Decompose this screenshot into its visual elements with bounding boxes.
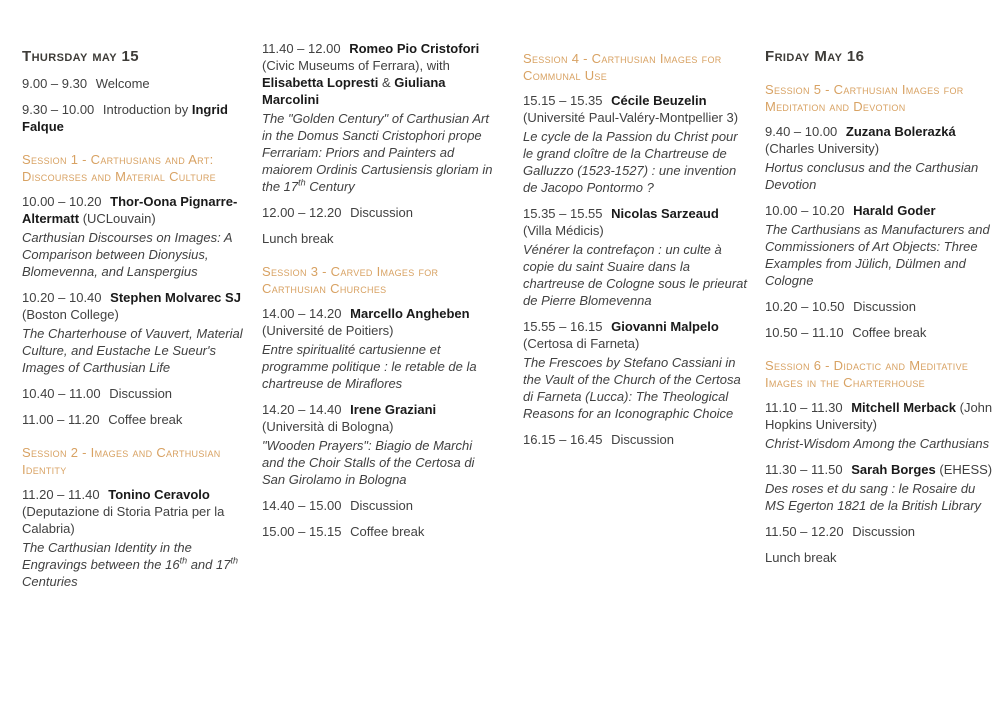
talk-entry (262, 40, 494, 195)
affiliation: (Civic Museums of Ferrara), with (262, 58, 450, 73)
affiliation: (Villa Médicis) (523, 223, 604, 238)
time-range: 12.00 – 12.20 (262, 205, 342, 220)
event-label: Discussion (852, 524, 916, 539)
schedule-item (262, 204, 494, 221)
schedule-item (262, 230, 494, 247)
speaker-name: Sarah Borges (851, 462, 936, 477)
event-label: Discussion (350, 205, 414, 220)
speaker-name: Harald Goder (853, 203, 936, 218)
schedule-item (22, 75, 248, 92)
time-range: 9.40 – 10.00 (765, 124, 838, 139)
time-range: 15.00 – 15.15 (262, 524, 342, 539)
speaker-name: Thor-Oona Pignarre-Altermatt (22, 194, 238, 226)
talk-header (22, 289, 248, 323)
session-header: Session 6 - Didactic and Meditative Images in the Charterhouse (765, 358, 969, 390)
talk-title: Vénérer la contrefaçon : un culte à copie du saint Suaire dans la chartreuse de Cologne sous le prieurat de Pierre Blomevenna (523, 242, 748, 308)
affiliation: (John Hopkins University) (765, 400, 993, 432)
time-range: 11.40 – 12.00 (262, 41, 341, 56)
talk-header (262, 401, 494, 435)
talk-header (765, 399, 993, 433)
schedule-item (22, 385, 248, 402)
schedule-item (765, 298, 993, 315)
column-thursday-late (523, 50, 749, 457)
schedule-item (765, 324, 993, 341)
schedule-item (22, 411, 248, 428)
session-header: Session 1 - Carthusians and Art: Discourses and Material Culture (22, 152, 216, 184)
event-label: Lunch break (765, 550, 837, 565)
time-range: 10.00 – 10.20 (765, 203, 845, 218)
talk-entry (765, 461, 993, 514)
event-label: Coffee break (852, 325, 927, 340)
session-header: Session 5 - Carthusian Images for Meditation and Devotion (765, 82, 964, 114)
talk-title: The Frescoes by Stefano Cassiani in the Vault of the Church of the Certosa di Farneta (Lucca): The Theological Reasons for an Iconographic Choice (523, 355, 741, 421)
talk-title-text: Centuries (22, 574, 78, 589)
speaker-name: Romeo Pio Cristofori (349, 41, 480, 56)
affiliation: (Université de Poitiers) (262, 323, 394, 338)
talk-header (523, 205, 749, 239)
time-range: 14.20 – 14.40 (262, 402, 342, 417)
talk-header (765, 461, 993, 478)
talk-header (765, 123, 993, 157)
talk-title: The Charterhouse of Vauvert, Material Culture, and Eustache Le Sueur's Images of Carthusian Life (22, 326, 243, 375)
talk-entry (523, 318, 749, 422)
talk-entry (523, 205, 749, 309)
event-label: Welcome (95, 76, 150, 91)
affiliation: (Certosa di Farneta) (523, 336, 640, 351)
schedule-item (262, 497, 494, 514)
talk-entry (262, 401, 494, 488)
talk-title: Carthusian Discourses on Images: A Comparison between Dionysius, Blomevenna, and Lanspergius (22, 230, 233, 279)
talk-title-text: and 17 (187, 557, 231, 572)
event-label: Discussion (853, 299, 917, 314)
ordinal-superscript: th (298, 177, 306, 188)
talk-header (22, 193, 248, 227)
event-label: Coffee break (108, 412, 183, 427)
talk-title (22, 539, 248, 590)
speaker-name: Elisabetta Lopresti (262, 75, 379, 90)
speaker-name: Mitchell Merback (851, 400, 956, 415)
time-range: 9.00 – 9.30 (22, 76, 88, 91)
affiliation: (Charles University) (765, 141, 880, 156)
speaker-name: Zuzana Bolerazká (845, 124, 956, 139)
talk-entry (22, 486, 248, 590)
talk-header (22, 486, 248, 537)
talk-entry (523, 92, 749, 196)
conjunction: & (381, 75, 391, 90)
affiliation: (Deputazione di Storia Patria per la Calabria) (22, 504, 225, 536)
speaker-name: Cécile Beuzelin (611, 93, 707, 108)
speaker-name: Irene Graziani (350, 402, 437, 417)
talk-title: Christ-Wisdom Among the Carthusians (765, 436, 990, 451)
talk-entry (765, 399, 993, 452)
speaker-name: Ingrid Falque (22, 102, 228, 134)
speaker-name: Stephen Molvarec SJ (110, 290, 241, 305)
talk-title: "Wooden Prayers": Biagio de Marchi and the Choir Stalls of the Certosa di San Girolamo in Bologna (262, 438, 475, 487)
day-header: Friday May 16 (765, 48, 865, 65)
day-header: Thursday may 15 (22, 48, 139, 65)
talk-entry (765, 202, 993, 289)
session-header: Session 2 - Images and Carthusian Identity (22, 445, 221, 477)
time-range: 16.15 – 16.45 (523, 432, 603, 447)
time-range: 14.40 – 15.00 (262, 498, 342, 513)
schedule-item (262, 523, 494, 540)
event-label: Discussion (109, 386, 173, 401)
talk-header (765, 202, 993, 219)
talk-entry (22, 193, 248, 280)
event-label: Introduction by (102, 102, 189, 117)
time-range: 10.40 – 11.00 (22, 386, 101, 401)
talk-title: Entre spiritualité cartusienne et programme politique : le retable de la chartreuse de Miraflores (262, 342, 477, 391)
time-range: 11.00 – 11.20 (22, 412, 100, 427)
talk-header (523, 92, 749, 126)
event-label: Coffee break (350, 524, 425, 539)
schedule-item (765, 549, 993, 566)
talk-title (262, 110, 494, 195)
time-range: 15.55 – 16.15 (523, 319, 603, 334)
schedule-item (22, 101, 248, 135)
speaker-name: Tonino Ceravolo (108, 487, 210, 502)
talk-title: Hortus conclusus and the Carthusian Devotion (765, 160, 979, 192)
time-range: 15.35 – 15.55 (523, 206, 603, 221)
talk-header (262, 305, 494, 339)
ordinal-superscript: th (230, 555, 238, 566)
talk-header (523, 318, 749, 352)
talk-title-text: The Carthusian Identity in the Engravings between the 16 (22, 540, 192, 572)
talk-entry (22, 289, 248, 376)
event-label: Discussion (350, 498, 414, 513)
time-range: 11.50 – 12.20 (765, 524, 844, 539)
event-label: Discussion (611, 432, 675, 447)
event-label: Lunch break (262, 231, 334, 246)
column-thursday-afternoon (262, 40, 494, 549)
time-range: 10.00 – 10.20 (22, 194, 102, 209)
session-header: Session 4 - Carthusian Images for Communal Use (523, 51, 722, 83)
affiliation: (Boston College) (22, 307, 119, 322)
time-range: 10.20 – 10.40 (22, 290, 102, 305)
talk-entry (262, 305, 494, 392)
time-range: 9.30 – 10.00 (22, 102, 95, 117)
talk-title-text: The "Golden Century" of Carthusian Art in the Domus Sancti Cristophori prope Ferrariam: Priors and Painters ad maiorem Ordinis Cartusiensis gloriam in the 17 (262, 111, 493, 194)
ordinal-superscript: th (179, 555, 188, 566)
speaker-name: Giovanni Malpelo (611, 319, 719, 334)
time-range: 10.50 – 11.10 (765, 325, 844, 340)
column-friday (765, 48, 993, 575)
schedule-item (765, 523, 993, 540)
time-range: 11.20 – 11.40 (22, 487, 100, 502)
talk-entry (765, 123, 993, 193)
talk-title: Le cycle de la Passion du Christ pour le grand cloître de la Chartreuse de Galluzzo (1523-1527) : une invention de Jacopo Pontormo ? (523, 129, 738, 195)
affiliation: (EHESS) (939, 462, 993, 477)
speaker-name: Giuliana Marcolini (262, 75, 446, 107)
schedule-item (523, 431, 749, 448)
column-thursday-morning (22, 48, 248, 599)
talk-title: Des roses et du sang : le Rosaire du MS Egerton 1821 de la British Library (765, 481, 982, 513)
time-range: 10.20 – 10.50 (765, 299, 845, 314)
talk-title: The Carthusians as Manufacturers and Commissioners of Art Objects: Three Examples from Jülich, Dülmen and Cologne (765, 222, 990, 288)
talk-title-text: Century (305, 179, 355, 194)
affiliation: (Université Paul-Valéry-Montpellier 3) (523, 110, 739, 125)
time-range: 11.30 – 11.50 (765, 462, 843, 477)
speaker-name: Marcello Angheben (350, 306, 470, 321)
affiliation: (Università di Bologna) (262, 419, 394, 434)
time-range: 11.10 – 11.30 (765, 400, 843, 415)
talk-header (262, 40, 494, 108)
session-header: Session 3 - Carved Images for Carthusian Churches (262, 264, 439, 296)
time-range: 15.15 – 15.35 (523, 93, 603, 108)
time-range: 14.00 – 14.20 (262, 306, 342, 321)
speaker-name: Nicolas Sarzeaud (611, 206, 719, 221)
affiliation: (UCLouvain) (82, 211, 156, 226)
